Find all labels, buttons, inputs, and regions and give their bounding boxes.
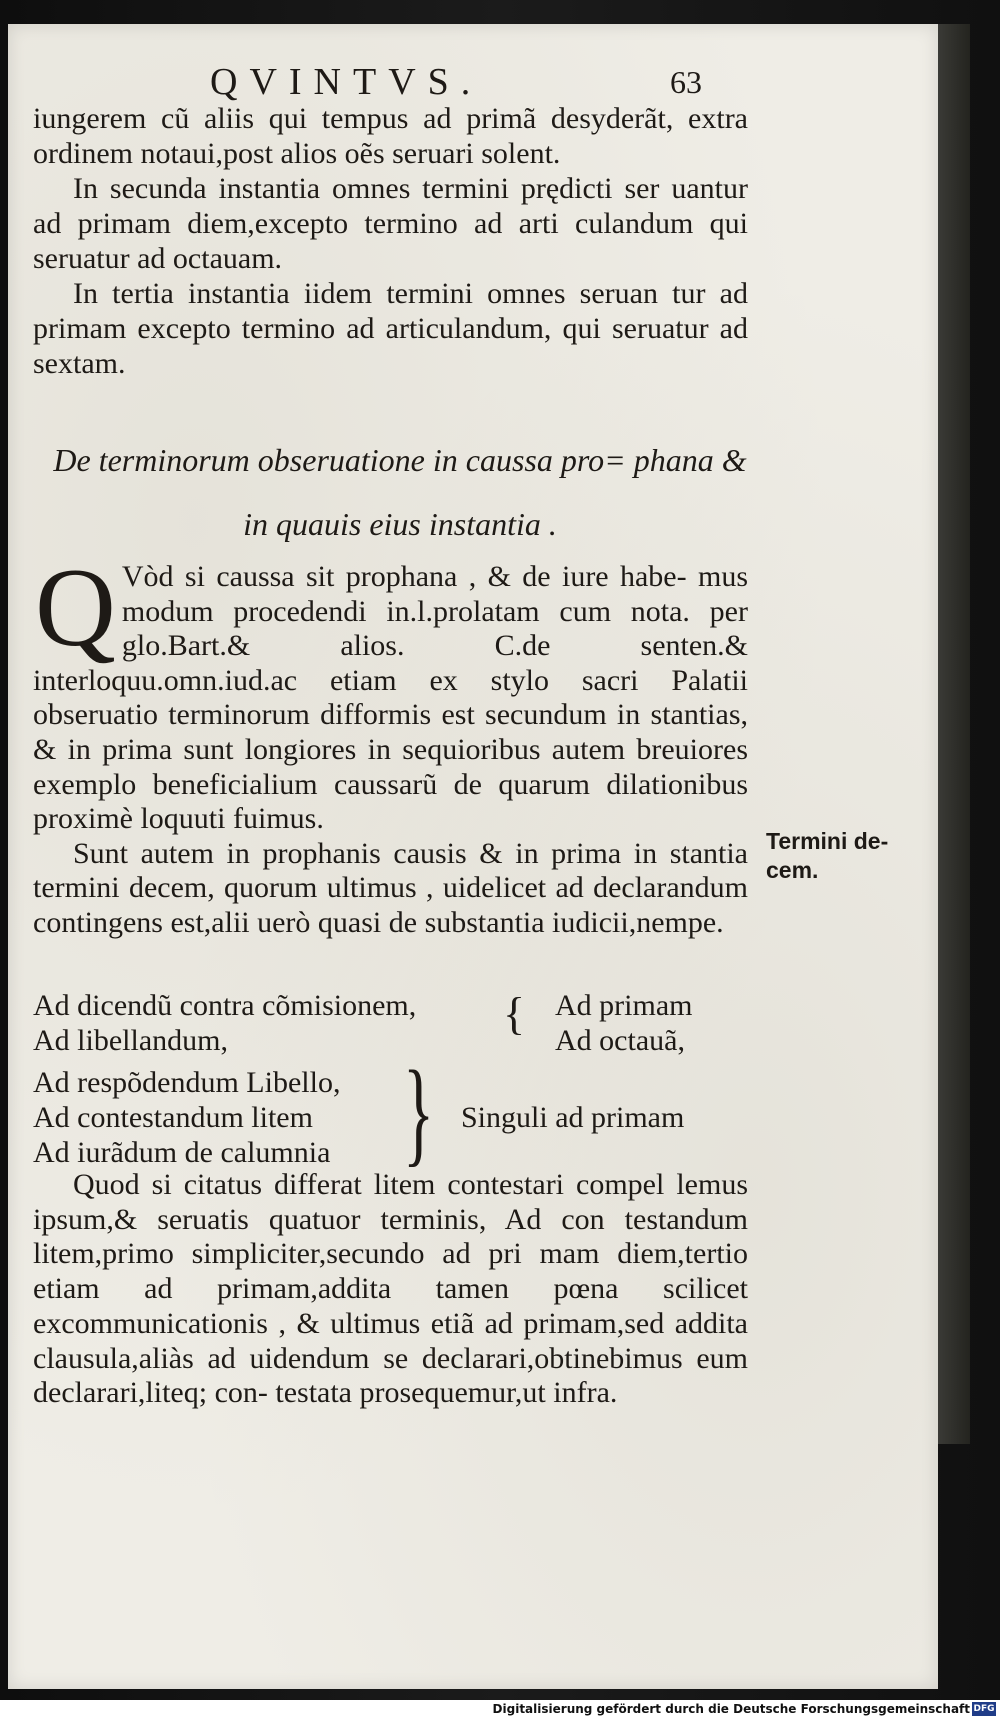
paragraph-termini-decem: Sunt autem in prophanis causis & in prima in stantia termini decem, quorum ultimus , uidelicet ad declarandum contingens est,alii uerò quasi de substantia iudicii,nempe. bbox=[33, 836, 748, 939]
paragraph-prophana bbox=[33, 546, 748, 837]
paragraph-secunda-instantia: In secunda instantia omnes termini prędicti ser uantur ad primam diem,excepto termino ad arti culandum qui seruatur ad octauam. bbox=[33, 172, 748, 275]
term-destination: Ad primam bbox=[555, 989, 693, 1022]
term-item: Ad contestandum litem bbox=[33, 1101, 313, 1134]
drop-cap-initial: Q bbox=[35, 546, 116, 670]
paragraph-tertia-instantia: In tertia instantia iidem termini omnes seruan tur ad primam excepto termino ad articulandum, qui seruatur ad sextam. bbox=[33, 277, 748, 380]
term-item: Ad respõdendum Libello, bbox=[33, 1066, 341, 1099]
running-head: QVINTVS. bbox=[210, 61, 483, 103]
main-body bbox=[33, 546, 748, 941]
section-heading: De terminorum obseruatione in caussa pro= phana & in quauis eius instantia . bbox=[53, 442, 747, 542]
page-header bbox=[210, 60, 740, 104]
term-destination: Singuli ad primam bbox=[461, 1101, 685, 1134]
footer-bar bbox=[0, 1700, 1000, 1718]
paragraph-citatus: Quod si citatus differat litem contestari compel lemus ipsum,& seruatis quatuor terminis, Ad con testandum litem,primo simpliciter,secundo ad pri mam diem,tertio etiam ad primam,addita tamen pœna scilicet excommunicationis , & ultimus etiã ad primam,sed addita clausula,aliàs ad uidendum se declarari,obtinebimus eum declarari,liteq; con- testata prosequemur,ut infra. bbox=[33, 1168, 748, 1410]
brace-large: } bbox=[403, 1046, 435, 1177]
marginal-note: Termini de- cem. bbox=[766, 828, 889, 883]
term-destination: Ad octauã, bbox=[555, 1024, 685, 1057]
term-item: Ad iurãdum de calumnia bbox=[33, 1136, 331, 1169]
paragraph-prophana-rest: nota. per glo.Bart.& alios. C.de senten.& interloquu.omn.iud.ac etiam ex stylo sacri Palatii obseruatio terminorum difformis est secundum in stantias, & in prima sunt longiores in sequioribus autem breuiores exemplo beneficialium caussarũ de quarum dilationibus proximè loquuti fuimus. bbox=[33, 594, 748, 836]
next-page-edge bbox=[938, 24, 970, 1444]
drop-cap-lines: Vòd si caussa sit prophana , & de iure habe- mus modum procedendi in.l.prolatam cum bbox=[121, 560, 748, 628]
paragraph-continuation: iungerem cũ aliis qui tempus ad primã desyderãt, extra ordinem notaui,post alios oẽs seruari solent. bbox=[33, 102, 748, 170]
term-item: Ad dicendũ contra cõmisionem, bbox=[33, 989, 417, 1022]
page-number: 63 bbox=[670, 64, 702, 100]
term-item: Ad libellandum, bbox=[33, 1024, 228, 1057]
dfg-logo: DFG bbox=[973, 1704, 995, 1714]
funding-credit: Digitalisierung gefördert durch die Deutsche Forschungsgemeinschaft bbox=[492, 1702, 970, 1716]
closing-body bbox=[33, 1168, 748, 1411]
brace-small: { bbox=[503, 988, 526, 1039]
top-text-block bbox=[33, 101, 748, 381]
